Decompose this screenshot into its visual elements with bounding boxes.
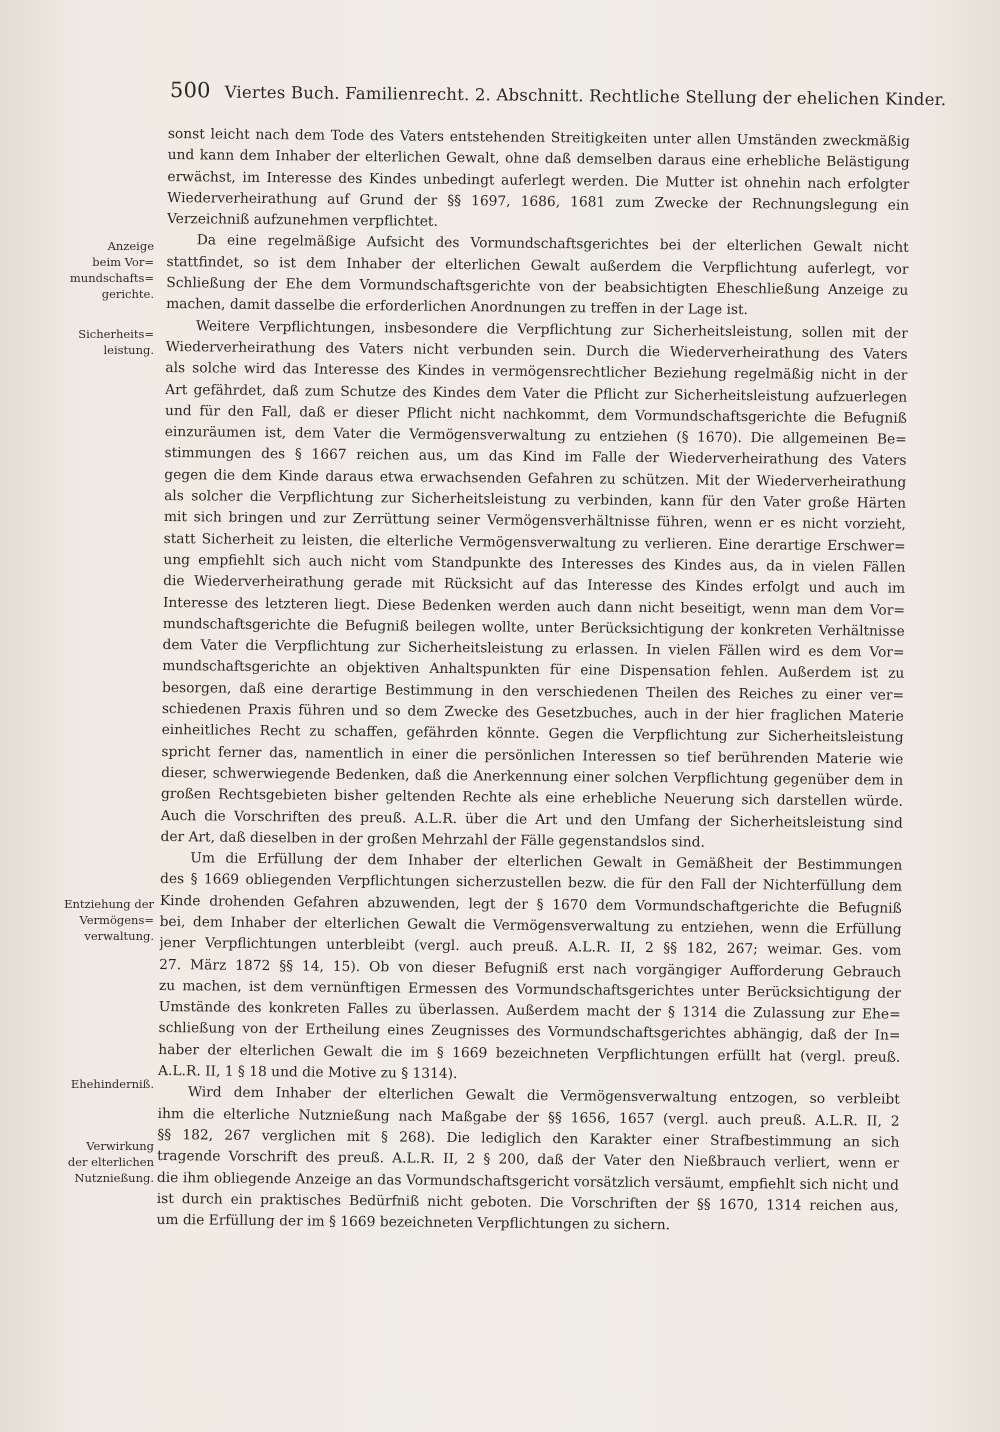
margin-note-line: Vermögens= xyxy=(79,913,154,927)
text-line: und für den Fall, daß er dieser Pflicht nicht nachkommt, dem Vormundschaftsgerichte die Befugniß xyxy=(164,402,908,427)
margin-note-anzeige xyxy=(28,238,154,302)
text-line: mundschaftsgerichte an objektiven Anhaltspunkten für eine Dispensation fehlen. Außerdem ist zu xyxy=(162,658,905,683)
text-line: tragende Vorschrift des preuß. A.L.R. II, 2 § 200, daß der Vater den Nießbrauch verliert, wenn er xyxy=(157,1148,900,1172)
margin-note-line: mundschafts= xyxy=(69,271,154,285)
text-line: Wiederverheirathung des Vaters nicht verbunden sein. Durch die Wiederverheirathung des Vaters xyxy=(165,338,908,363)
text-line: spricht ferner das, namentlich in einer die persönlichen Interessen so tief berührenden Materie wie xyxy=(161,743,904,768)
text-line: als solche wird das Interesse des Kindes in vermögensrechtlicher Beziehung regelmäßig nicht in der xyxy=(165,360,908,385)
margin-note-entziehung xyxy=(28,896,154,944)
text-line: erwächst, im Interesse des Kindes unbedingt auferlegt werden. Die Mutter ist ohnehin nach erfolgter xyxy=(167,168,910,193)
running-head xyxy=(169,78,947,110)
text-line: haber der elterlichen Gewalt die im § 1669 bezeichneten Verpflichtungen erfüllt hat (vergl. preuß. xyxy=(158,1041,901,1066)
text-line: bei, dem Inhaber der elterlichen Gewalt die Vermögensverwaltung zu entziehen, wenn die Erfüllung xyxy=(159,913,902,938)
margin-note-line: der elterlichen xyxy=(67,1155,154,1169)
text-line: einheitliches Recht zu schaffen, gefährden könnte. Gegen die Verpflichtung zur Sicherheitsleistung xyxy=(161,722,904,747)
text-line: Wiederverheirathung auf Grund der §§ 1697, 1686, 1681 zum Zwecke der Rechnungslegung ein xyxy=(167,189,910,214)
margin-note-sicherheitsleistung xyxy=(28,326,154,358)
text-line: Interesse des letzteren liegt. Diese Bedenken werden auch dann nicht beseitigt, wenn man dem Vor= xyxy=(162,594,906,619)
text-line: jener Verpflichtungen unterbleibt (vergl. auch preuß. A.L.R. II, 2 §§ 182, 267; weimar. Ges. vom xyxy=(159,935,902,960)
text-line: dieser, schwerwiegende Bedenken, daß die Anerkennung einer solchen Verpflichtung gegenüber dem in xyxy=(161,764,904,789)
text-line: sonst leicht nach dem Tode des Vaters entstehenden Streitigkeiten unter allen Umständen zweckmäßig xyxy=(167,125,910,150)
margin-note-line: beim Vor= xyxy=(92,255,154,269)
text-line: besorgen, daß eine derartige Bestimmung in den verschiedenen Theilen des Reiches zu einer ver= xyxy=(162,679,905,704)
margin-note-line: Nutznießung. xyxy=(74,1171,154,1185)
text-line: gegen die dem Kinde daraus etwa erwachsenden Gefahren zu schützen. Mit der Wiederverheirathung xyxy=(164,466,907,491)
text-line: der Art, daß dieselben in der großen Mehrzahl der Fälle gegenstandslos sind. xyxy=(160,828,705,851)
text-line: Umstände des konkreten Falles zu überlassen. Außerdem macht der § 1314 die Zulassung zur Ehe= xyxy=(158,999,901,1023)
text-line: stattfindet, so ist dem Inhaber der elterlichen Gewalt außerdem die Verpflichtung auferlegt, vor xyxy=(166,253,909,278)
text-line: Schließung der Ehe dem Vormundschaftsgerichte von der beabsichtigten Eheschließung Anzeige zu xyxy=(166,275,909,299)
text-line: dem Vater die Verpflichtung zur Sicherheitsleistung zu erlassen. In vielen Fällen wird es dem Vor= xyxy=(162,637,905,661)
margin-note-line: leistung. xyxy=(103,343,154,357)
margin-note-verwirkung xyxy=(28,1138,154,1186)
text-line: als solcher die Verpflichtung zur Sicherheitsleistung zu verbinden, kann für den Vater große Härten xyxy=(164,488,907,512)
text-line: schließung von der Ertheilung eines Zeugnisses des Vormundschaftsgerichtes abhängig, daß der In= xyxy=(158,1020,901,1045)
text-line: mit sich bringen und zur Zerrüttung seiner Vermögensverhältnisse führen, wenn er es nicht vorzieht, xyxy=(163,509,906,534)
text-line: Kinde drohenden Gefahren abzuwenden, legt der § 1670 dem Vormundschaftgerichte die Befugniß xyxy=(159,892,902,917)
margin-note-line: Verwirkung xyxy=(86,1139,154,1153)
text-line: und kann dem Inhaber der elterlichen Gewalt, ohne daß demselben daraus eine erhebliche Belästigung xyxy=(167,147,910,172)
text-line: Auch die Vorschriften des preuß. A.L.R. über die Art und den Umfang der Sicherheitsleistung sind xyxy=(160,807,903,832)
text-line: machen, damit dasselbe die erforderlichen Anordnungen zu treffen in der Lage ist. xyxy=(166,296,749,319)
text-line: ung empfiehlt sich auch nicht vom Standpunkte des Interesses des Kindes aus, da in vielen Fällen xyxy=(163,551,906,576)
text-line: 27. März 1872 §§ 14, 15). Ob von dieser Befugniß erst nach vorgängiger Aufforderung Gebrauch xyxy=(159,956,902,981)
text-line: stimmungen des § 1667 reichen aus, um das Kind im Falle der Wiederverheirathung des Vaters xyxy=(164,445,907,470)
body-text xyxy=(156,124,910,1239)
text-line: Art gefährdet, daß zum Schutze des Kindes dem Vater die Pflicht zur Sicherheitsleistung aufzuerlegen xyxy=(165,381,908,406)
text-line: um die Erfüllung der im § 1669 bezeichneten Verpflichtungen zu sichern. xyxy=(156,1212,671,1234)
text-line: zu machen, ist dem vernünftigen Ermessen des Vormundschaftsgerichtes unter Berücksichtigung der xyxy=(158,977,902,1002)
text-line: einzuräumen ist, dem Vater die Vermögensverwaltung zu entziehen (§ 1670). Die allgemeinen Be= xyxy=(164,424,907,448)
margin-note-line: Sicherheits= xyxy=(78,327,154,341)
text-line: statt Sicherheit zu leisten, die elterliche Vermögensverwaltung zu verlieren. Eine derartige Erschwer= xyxy=(163,530,906,555)
text-line: §§ 182, 267 verglichen mit § 268). Die lediglich den Karakter einer Strafbestimmung an sich xyxy=(157,1126,900,1151)
text-line: Wird dem Inhaber der elterlichen Gewalt die Vermögensverwaltung entzogen, so verbleibt xyxy=(187,1084,900,1109)
text-line: Um die Erfüllung der dem Inhaber der elterlichen Gewalt in Gemäßheit der Bestimmungen xyxy=(190,850,903,874)
text-line: großen Rechtsgebieten bisher geltenden Rechte als eine erhebliche Neuerung sich darstellen würde. xyxy=(160,786,904,810)
text-line: mundschaftsgerichte die Befugniß beilegen wollte, unter Berücksichtigung der konkreten Verhältnisse xyxy=(162,615,905,640)
running-title: Viertes Buch. Familienrecht. 2. Abschnitt. Rechtliche Stellung der ehelichen Kinder. xyxy=(224,82,947,110)
text-line: ist durch ein praktisches Bedürfniß nicht geboten. Die Vorschriften der §§ 1670, 1314 reichen aus, xyxy=(156,1190,899,1215)
margin-note-line: Ehehinderniß. xyxy=(70,1077,154,1091)
text-line: A.L.R. II, 1 § 18 und die Motive zu § 1314). xyxy=(157,1063,458,1083)
margin-note-ehehindernis xyxy=(28,1076,154,1092)
page-number: 500 xyxy=(169,78,211,103)
margin-note-line: Entziehung der xyxy=(64,897,154,911)
text-line: des § 1669 obliegenden Verpflichtungen sicherzustellen bezw. die für den Fall der Nichterfüllung dem xyxy=(160,871,903,896)
margin-note-line: Anzeige xyxy=(107,239,154,253)
text-line: Weitere Verpflichtungen, insbesondere die Verpflichtung zur Sicherheitsleistung, sollen mit der xyxy=(195,317,908,342)
text-line: Da eine regelmäßige Aufsicht des Vormundschaftsgerichtes bei der elterlichen Gewalt nicht xyxy=(196,232,909,257)
text-line: schiedenen Praxis führen und so dem Zwecke des Gesetzbuches, auch in der hier fraglichen Materie xyxy=(161,700,904,725)
text-line: ihm die elterliche Nutznießung nach Maßgabe der §§ 1656, 1657 (vergl. auch preuß. A.L.R. II, 2 xyxy=(157,1105,900,1130)
margin-note-line: verwaltung. xyxy=(84,929,154,943)
text-line: die ihm obliegende Anzeige an das Vormundschaftsgericht vorsätzlich versäumt, empfiehlt sich nicht und xyxy=(156,1169,900,1194)
text-line: Verzeichniß aufzunehmen verpflichtet. xyxy=(166,211,438,231)
text-line: die Wiederverheirathung gerade mit Rücksicht auf das Interesse des Kindes erfolgt und auch im xyxy=(163,573,906,597)
margin-note-line: gerichte. xyxy=(101,287,154,301)
